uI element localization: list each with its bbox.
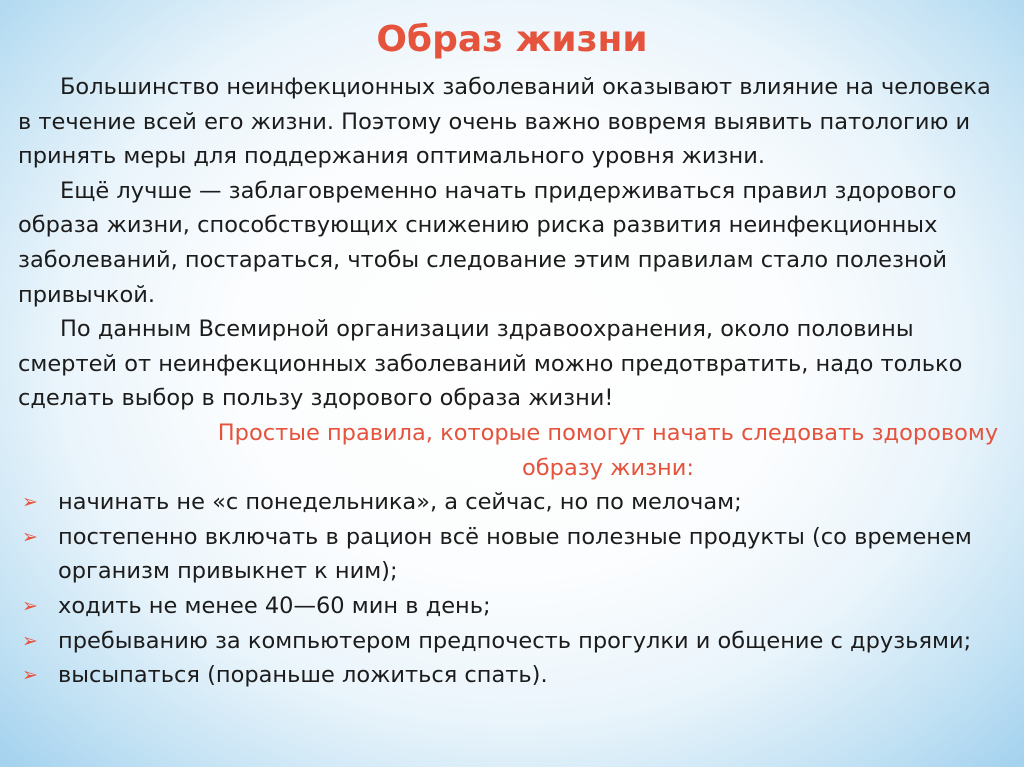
paragraph-prevention: Ещё лучше — заблаговременно начать придерживаться правил здорового образа жизни, способствующих снижению риска развития неинфекционных заболеваний, постараться, чтобы следование этим правилам стало полезной привычкой.: [18, 177, 957, 308]
paragraph-who: По данным Всемирной организации здравоохранения, около половины смертей от неинфекционных заболеваний можно предотвратить, надо только сделать выбор в пользу здорового образа жизни!: [18, 316, 963, 412]
rule-text: пребыванию за компьютером предпочесть прогулки и общение с друзьями;: [58, 627, 972, 654]
rule-text: высыпаться (пораньше ложиться спать).: [58, 662, 548, 689]
slide-body: [18, 70, 1008, 693]
rule-item: [18, 589, 1008, 624]
rule-item: [18, 520, 1008, 589]
rules-heading: Простые правила, которые помогут начать следовать здоровому образу жизни:: [217, 419, 999, 481]
slide-title: Образ жизни: [376, 19, 648, 60]
arrowhead-bullet-icon: ➢: [22, 664, 38, 687]
rule-text: начинать не «с понедельника», а сейчас, но по мелочам;: [58, 489, 742, 516]
paragraph-intro: Большинство неинфекционных заболеваний оказывают влияние на человека в течение всей его жизни. Поэтому очень важно вовремя выявить патологию и принять меры для поддержания оптимального уровня жизни.: [18, 74, 991, 170]
rule-text: ходить не менее 40—60 мин в день;: [58, 592, 491, 619]
rule-item: [18, 658, 1008, 693]
arrowhead-bullet-icon: ➢: [22, 491, 38, 514]
arrowhead-bullet-icon: ➢: [22, 629, 38, 652]
rule-item: [18, 624, 1008, 659]
arrowhead-bullet-icon: ➢: [22, 594, 38, 617]
arrowhead-bullet-icon: ➢: [22, 525, 38, 548]
rules-list: [18, 485, 1008, 693]
rule-item: [18, 485, 1008, 520]
rule-text: постепенно включать в рацион всё новые полезные продукты (со временем организм привыкнет к ним);: [58, 523, 972, 585]
